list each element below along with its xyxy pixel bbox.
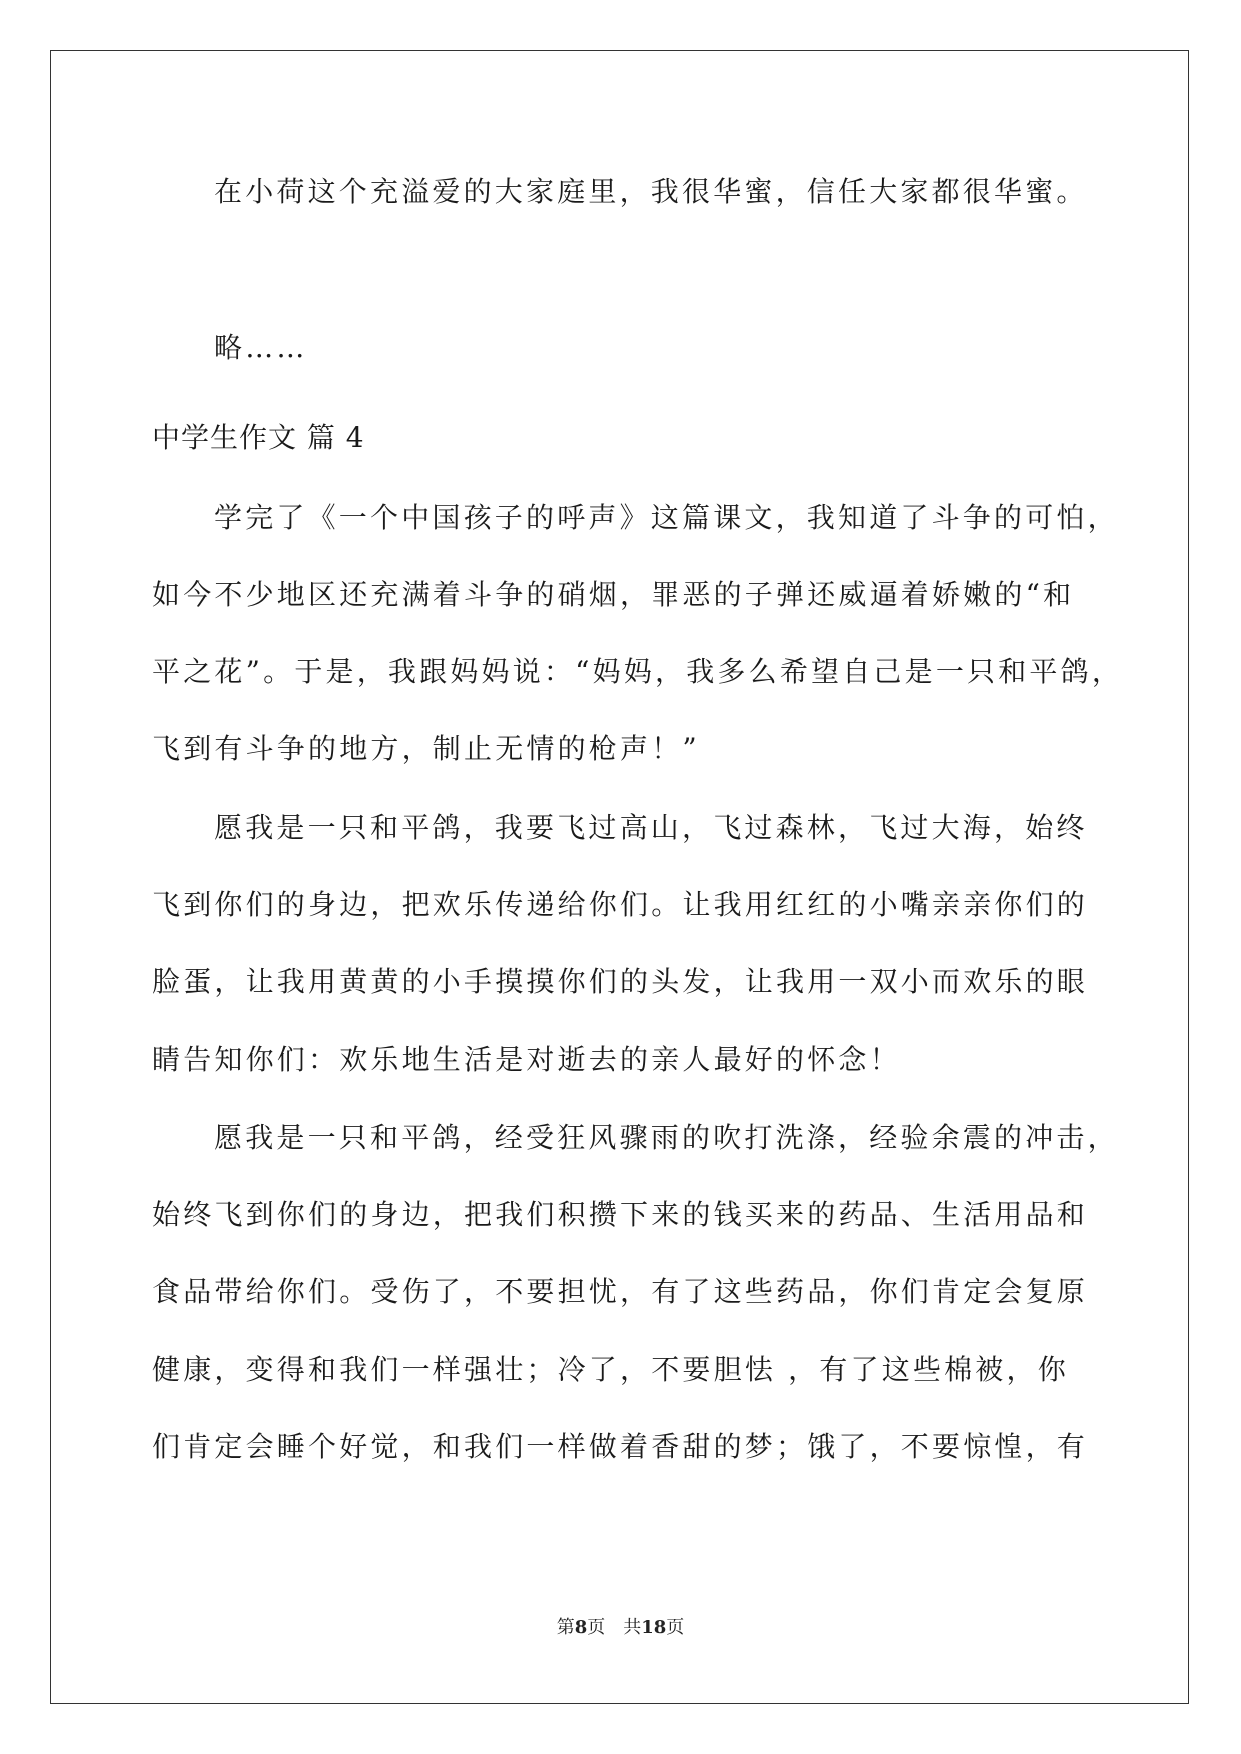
footer-page-number: 8 — [574, 1617, 588, 1638]
footer-total-prefix: 共 — [623, 1617, 642, 1638]
paragraph-line: 始终飞到你们的身边，把我们积攒下来的钱买来的药品、生活用品和 — [152, 1198, 1089, 1231]
paragraph-line: 愿我是一只和平鸽，经受狂风骤雨的吹打洗涤，经验余震的冲击， — [214, 1121, 1119, 1154]
paragraph-line: 平之花”。于是，我跟妈妈说：“妈妈，我多么希望自己是一只和平鸽， — [152, 655, 1124, 688]
paragraph-line: 学完了《一个中国孩子的呼声》这篇课文，我知道了斗争的可怕， — [214, 501, 1119, 534]
paragraph-line: 如今不少地区还充满着斗争的硝烟，罪恶的子弹还威逼着娇嫩的“和 — [152, 578, 1075, 611]
paragraph-line: 略…… — [214, 331, 308, 364]
paragraph-line: 健康，变得和我们一样强壮；冷了，不要胆怯 ，有了这些棉被，你 — [152, 1353, 1069, 1386]
footer-page-suffix: 页 — [587, 1617, 606, 1638]
paragraph-line: 食品带给你们。受伤了，不要担忧，有了这些药品，你们肯定会复原 — [152, 1275, 1089, 1308]
section-heading: 中学生作文 篇 4 — [152, 421, 365, 454]
paragraph-line: 们肯定会睡个好觉，和我们一样做着香甜的梦；饿了，不要惊惶，有 — [152, 1430, 1089, 1463]
paragraph-line: 愿我是一只和平鸽，我要飞过高山，飞过森林，飞过大海，始终 — [214, 811, 1088, 844]
paragraph-line: 在小荷这个充溢爱的大家庭里，我很华蜜，信任大家都很华蜜。 — [214, 175, 1088, 208]
footer-prefix: 第 — [556, 1617, 575, 1638]
paragraph-line: 睛告知你们：欢乐地生活是对逝去的亲人最好的怀念！ — [152, 1043, 901, 1076]
footer-total-suffix: 页 — [666, 1617, 685, 1638]
footer-total-pages: 18 — [641, 1617, 667, 1638]
paragraph-line: 脸蛋，让我用黄黄的小手摸摸你们的头发，让我用一双小而欢乐的眼 — [152, 965, 1089, 998]
page-number-footer — [0, 1616, 1241, 1640]
paragraph-line: 飞到你们的身边，把欢乐传递给你们。让我用红红的小嘴亲亲你们的 — [152, 888, 1089, 921]
paragraph-line: 飞到有斗争的地方，制止无情的枪声！” — [152, 732, 700, 765]
